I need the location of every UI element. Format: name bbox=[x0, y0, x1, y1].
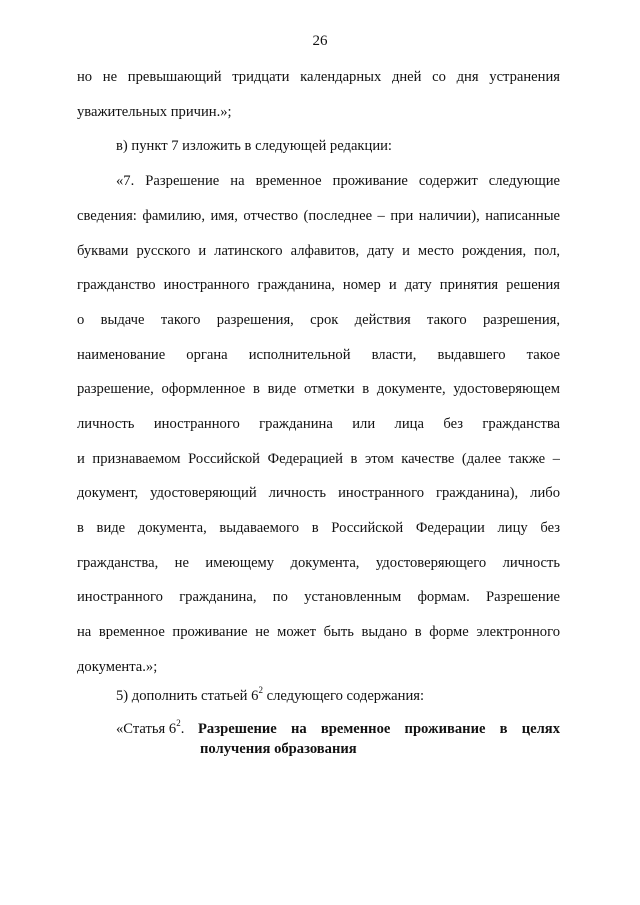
article-heading-first-row bbox=[116, 719, 560, 739]
paragraph-line: и признаваемом Российской Федерацией в этом качестве (далее также – bbox=[77, 451, 560, 467]
article-superscript: 2 bbox=[176, 718, 181, 728]
paragraph-line: в) пункт 7 изложить в следующей редакции: bbox=[116, 138, 392, 154]
paragraph-line: наименование органа исполнительной власти, выдавшего такое bbox=[77, 347, 560, 363]
article-title-line-2: получения образования bbox=[200, 741, 357, 757]
paragraph-line: документ, удостоверяющий личность иностранного гражданина), либо bbox=[77, 485, 560, 501]
item-5-line bbox=[116, 686, 560, 706]
paragraph-line: документа.»; bbox=[77, 659, 158, 675]
paragraph-line: гражданства, не имеющему документа, удостоверяющего личность bbox=[77, 555, 560, 571]
paragraph-line: гражданство иностранного гражданина, номер и дату принятия решения bbox=[77, 277, 560, 293]
item-5-superscript: 2 bbox=[258, 686, 263, 695]
article-prefix-text: «Статья 6 bbox=[116, 721, 177, 737]
paragraph-line: иностранного гражданина, по установленным формам. Разрешение bbox=[77, 589, 560, 605]
paragraph-line: на временное проживание не может быть выдано в форме электронного bbox=[77, 624, 560, 640]
paragraph-line: буквами русского и латинского алфавитов, дату и место рождения, пол, bbox=[77, 243, 560, 259]
paragraph-line: в виде документа, выдаваемого в Российской Федерации лицу без bbox=[77, 520, 560, 536]
paragraph-line: но не превышающий тридцати календарных дней со дня устранения bbox=[77, 69, 560, 85]
article-title-line-1: Разрешение на временное проживание в целях bbox=[198, 721, 560, 737]
item-5-text-end: следующего содержания: bbox=[262, 688, 425, 704]
paragraph-line: сведения: фамилию, имя, отчество (последнее – при наличии), написанные bbox=[77, 208, 560, 224]
item-5-text: 5) дополнить статьей 6 bbox=[116, 688, 259, 704]
page-number: 26 bbox=[312, 33, 328, 49]
article-prefix bbox=[116, 719, 198, 739]
article-prefix-dot: . bbox=[180, 721, 185, 737]
paragraph-line: «7. Разрешение на временное проживание содержит следующие bbox=[116, 173, 560, 189]
paragraph-line: о выдаче такого разрешения, срок действия такого разрешения, bbox=[77, 312, 560, 328]
paragraph-line: уважительных причин.»; bbox=[77, 104, 232, 120]
article-heading bbox=[116, 719, 560, 759]
paragraph-line: личность иностранного гражданина или лица без гражданства bbox=[77, 416, 560, 432]
paragraph-line: разрешение, оформленное в виде отметки в документе, удостоверяющем bbox=[77, 381, 560, 397]
